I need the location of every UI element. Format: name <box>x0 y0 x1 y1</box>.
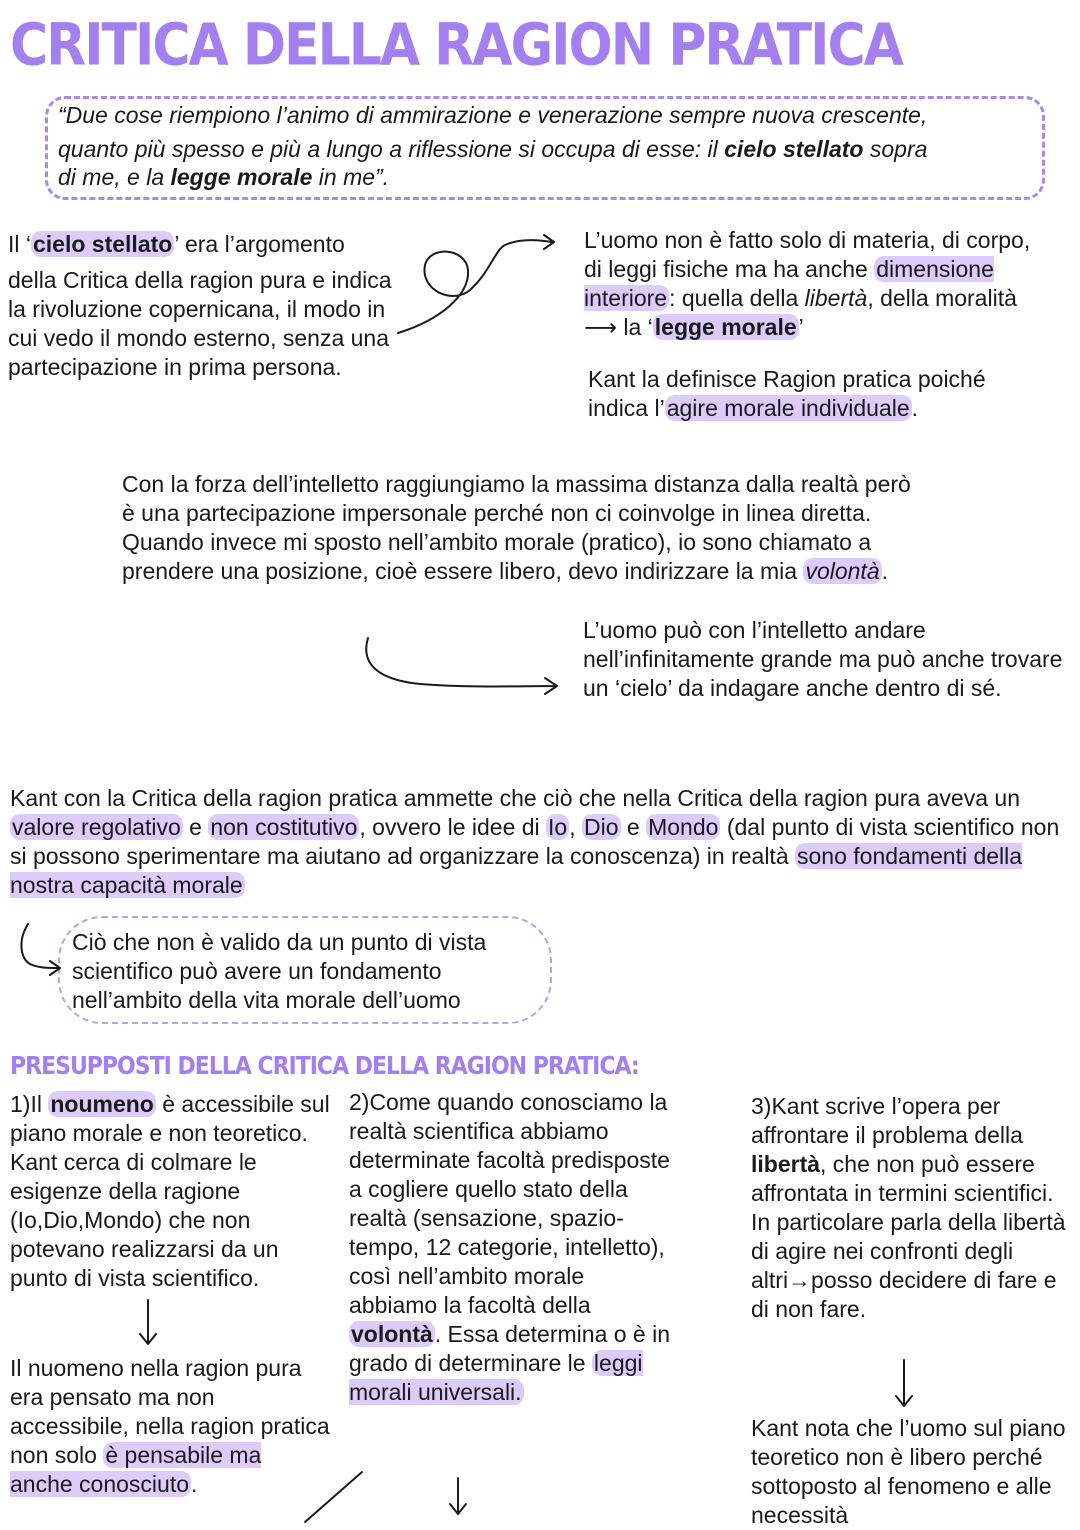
ragion-pratica-definition: Kant la definisce Ragion pratica poiché indica l’agire morale individuale. <box>588 366 986 421</box>
mondo-highlight: Mondo <box>648 814 719 840</box>
page-title: CRITICA DELLA RAGION PRATICA <box>10 12 902 80</box>
down-arrow-col2 <box>450 1478 466 1514</box>
presupposto-2: 2)Come quando conosciamo la realtà scientifica abbiamo determinate facoltà predisposte a cogliere quello stato della realtà (sensazione, spazio-tempo, 12 categorie, intelletto), così nell’ambito morale abbiamo la facoltà della volontà. Essa determina o è in grado di determinare le leggi morali universali. <box>349 1089 671 1405</box>
valido-note: Ciò che non è valido da un punto di vista scientifico può avere un fondamento nell’ambito della vita morale dell’uomo <box>72 929 487 1013</box>
presupposto-1: 1)Il noumeno è accessibile sul piano morale e non teoretico. Kant cerca di colmare le esigenze della ragione (Io,Dio,Mondo) che non potevano realizzarsi da un punto di vista scientifico. Il nuomeno nella ragion pura era pensato ma non accessibile, nella ragion pratica non solo è pensabile ma anche conosciuto. <box>10 1091 330 1497</box>
dimensione-interiore-highlight: dimensione interiore <box>584 256 994 311</box>
down-arrow-col1 <box>140 1300 156 1344</box>
non-costitutivo-highlight: non costitutivo <box>210 814 358 840</box>
dio-highlight: Dio <box>584 814 619 840</box>
quote-line-1: “Due cose riempiono l’animo di ammirazione e venerazione sempre nuova crescente, <box>58 102 928 128</box>
uomo-note: L’uomo non è fatto solo di materia, di corpo, di leggi fisiche ma ha anche dimensione interiore: quella della libertà, della moralità ⟶ la ‘legge morale’ <box>584 227 1031 340</box>
quote-line-3: di me, e la legge morale in me”. <box>58 164 390 190</box>
cielo-dentro-note: L’uomo può con l’intelletto andare nell’infinitamente grande ma può anche trovare un ‘cielo’ da indagare anche dentro di sé. <box>583 617 1063 701</box>
forza-intelletto-note: Con la forza dell’intelletto raggiungiamo la massima distanza dalla realtà però è una partecipazione impersonale perché non ci coinvolge in linea diretta. Quando invece mi sposto nell’ambito morale (pratico), io sono chiamato a prendere una posizione, cioè essere libero, devo indirizzare la mia volontà. <box>122 471 911 584</box>
pensabile-highlight: è pensabile ma anche conosciuto <box>10 1442 262 1497</box>
agire-morale-highlight: agire morale individuale <box>666 395 910 421</box>
presupposto-3: 3)Kant scrive l’opera per affrontare il problema della libertà, che non può essere affrontata in termini scientifici. In particolare parla della libertà di agire nei confronti degli altri→posso decidere di fare e di non fare. Kant nota che l’uomo sul piano teoretico non è libero perché sottoposto al fenomeno e alle necessità <box>751 1093 1066 1528</box>
leggi-morali-highlight: leggi morali universali. <box>349 1350 643 1405</box>
presupposti-title: PRESUPPOSTI DELLA CRITICA DELLA RAGION PRATICA: <box>10 1052 639 1081</box>
quote-line-2: quanto più spesso e più a lungo a riflessione si occupa di esse: il cielo stellato sopra <box>58 136 928 162</box>
noumeno-term: noumeno <box>50 1091 154 1117</box>
valore-regolativo-highlight: valore regolativo <box>12 814 181 840</box>
volonta-highlight: volontà <box>805 558 880 584</box>
kant-critica-note: Kant con la Critica della ragion pratica ammette che ciò che nella Critica della ragion pura aveva un valore regolativo e non costitutivo, ovvero le idee di Io, Dio e Mondo (dal punto di vista scientifico non si possono sperimentare ma aiutano ad organizzare la conoscenza) in realtà sono fondamenti della nostra capacità morale <box>10 785 1060 898</box>
down-arrow-col3 <box>896 1360 912 1406</box>
quote-cielo-stellato: cielo stellato <box>724 136 864 162</box>
hook-arrow <box>21 924 60 975</box>
volonta-term: volontà <box>351 1321 433 1347</box>
io-highlight: Io <box>548 814 568 840</box>
cielo-stellato-term: cielo stellato <box>33 231 173 257</box>
quote-legge-morale: legge morale <box>170 164 313 190</box>
legge-morale-term: legge morale <box>654 314 797 340</box>
fondamenti-highlight: sono fondamenti della nostra capacità morale <box>10 843 1023 898</box>
curve-arrow <box>366 638 557 694</box>
cielo-stellato-note: Il ‘cielo stellato’ era l’argomento della Critica della ragion pura e indica la rivoluzione copernicana, il modo in cui vedo il mondo esterno, senza una partecipazione in prima persona. <box>8 231 392 380</box>
liberta-italic: libertà <box>804 285 868 311</box>
diagonal-line <box>305 1472 362 1522</box>
liberta-term: libertà <box>751 1151 821 1177</box>
loop-arrow <box>398 235 554 333</box>
